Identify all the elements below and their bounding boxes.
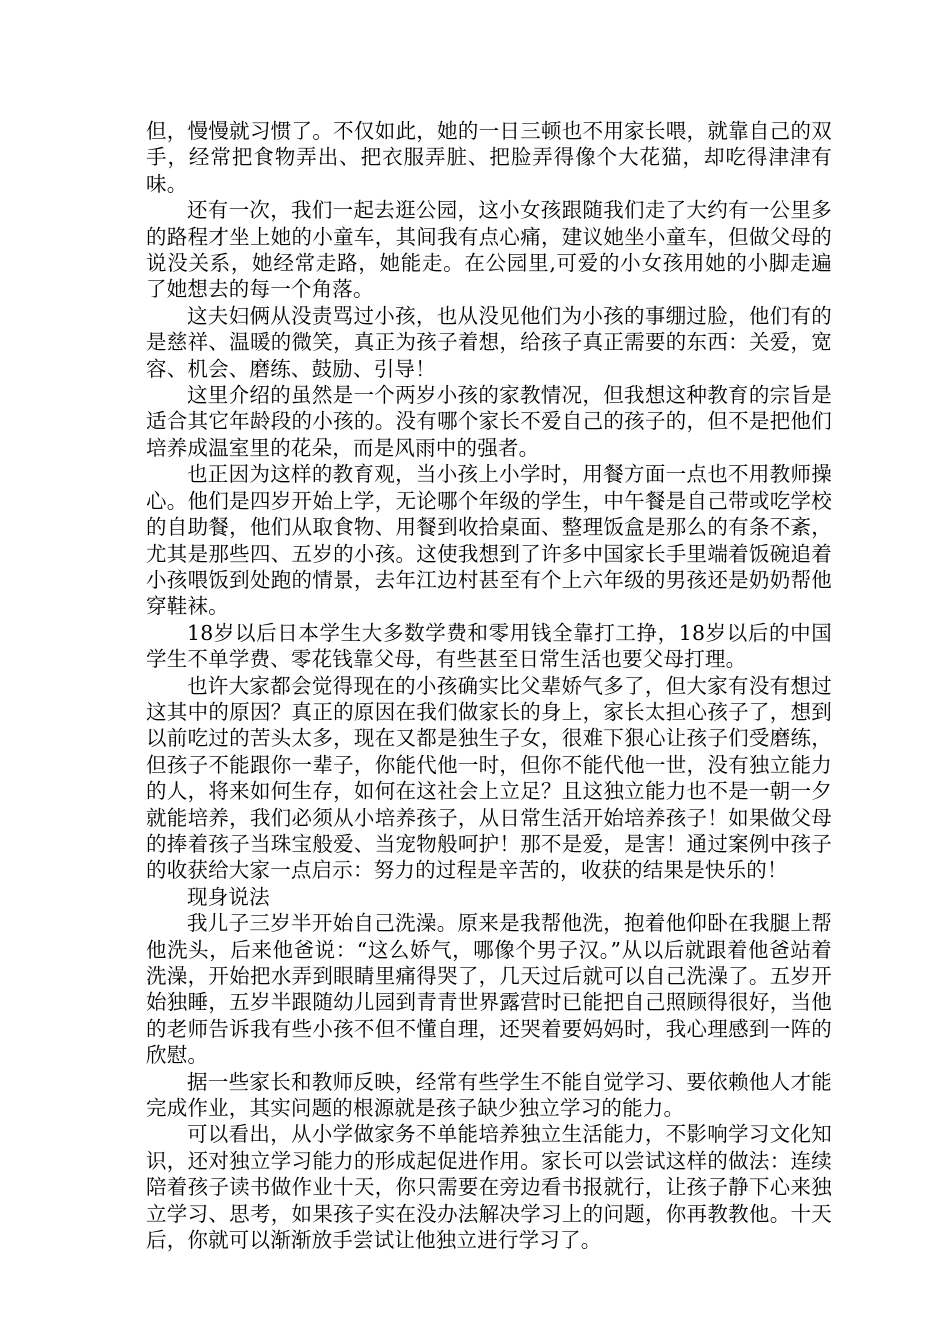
paragraph-education-purpose: 这里介绍的虽然是一个两岁小孩的家教情况，但我想这种教育的宗旨是适合其它年龄段的小孩的。没有哪个家长不爱自己的孩子的，但不是把他们培养成温室里的花朵，而是风雨中的强者。 xyxy=(146,383,832,460)
paragraph-reason: 也许大家都会觉得现在的小孩确实比父辈娇气多了，但大家有没有想过这其中的原因？真正的原因在我们做家长的身上，家长太担心孩子了，想到以前吃过的苦头太多，现在又都是独生子女，很难下狠心让孩子们受磨练，但孩子不能跟你一辈子，你能代他一时，但你不能代他一世，没有独立能力的人，将来如何生存，如何在这社会上立足？且这独立能力也不是一朝一夕就能培养，我们必须从小培养孩子，从日常生活开始培养孩子！如果做父母的捧着孩子当珠宝般爱、当宠物般呵护！那不是爱，是害！通过案例中孩子的收获给大家一点启示：努力的过程是辛苦的，收获的结果是快乐的！ xyxy=(146,673,832,883)
section-heading: 现身说法 xyxy=(187,884,270,909)
paragraph-study-dependence: 据一些家长和教师反映，经常有些学生不能自觉学习、要依赖他人才能完成作业，其实问题的根源就是孩子缺少独立学习的能力。 xyxy=(146,1069,832,1121)
paragraph-continued: 但，慢慢就习惯了。不仅如此，她的一日三顿也不用家长喂，就靠自己的双手，经常把食物弄出、把衣服弄脏、把脸弄得像个大花猫，却吃得津津有味。 xyxy=(146,119,832,196)
paragraph-parents-smile: 这夫妇俩从没责骂过小孩，也从没见他们为小孩的事绷过脸，他们有的是慈祥、温暖的微笑，真正为孩子着想，给孩子真正需要的东西：关爱，宽容、机会、磨练、鼓励、引导！ xyxy=(146,303,832,381)
document-page xyxy=(146,118,832,1253)
paragraph-son-bathing: 我儿子三岁半开始自己洗澡。原来是我帮他洗，抱着他仰卧在我腿上帮他洗头，后来他爸说：“这么娇气，哪像个男子汉。”从以后就跟着他爸站着洗澡，开始把水弄到眼睛里痛得哭了，几天过后就可以自己洗澡了。五岁开始独睡，五岁半跟随幼儿园到青青世界露营时已能把自己照顾得很好，当他的老师告诉我有些小孩不但不懂自理，还哭着要妈妈时，我心理感到一阵的欣慰。 xyxy=(146,911,832,1068)
paragraph-housework-study: 可以看出，从小学做家务不单能培养独立生活能力，不影响学习文化知识，还对独立学习能力的形成起促进作用。家长可以尝试这样的做法：连续陪着孩子读书做作业十天，你只需要在旁边看书报就行，让孩子静下心来独立学习、思考，如果孩子实在没办法解决学习上的问题，你再教教他。十天后，你就可以渐渐放手尝试让他独立进行学习了。 xyxy=(146,1122,832,1253)
paragraph-park-walk: 还有一次，我们一起去逛公园，这小女孩跟随我们走了大约有一公里多的路程才坐上她的小童车，其间我有点心痛，建议她坐小童车，但做父母的说没关系，她经常走路，她能走。在公园里,可爱的小女孩用她的小脚走遍了她想去的每一个角落。 xyxy=(146,198,832,302)
paragraph-school-lunch: 也正因为这样的教育观，当小孩上小学时，用餐方面一点也不用教师操心。他们是四岁开始上学，无论哪个年级的学生，中午餐是自己带或吃学校的自助餐，他们从取食物、用餐到收拾桌面、整理饭盒是那么的有条不紊，尤其是那些四、五岁的小孩。这使我想到了许多中国家长手里端着饭碗追着小孩喂饭到处跑的情景，去年江边村甚至有个上六年级的男孩还是奶奶帮他穿鞋袜。 xyxy=(146,462,832,619)
paragraph-age-eighteen: 18岁以后日本学生大多数学费和零用钱全靠打工挣，18岁以后的中国学生不单学费、零花钱靠父母，有些甚至日常生活也要父母打理。 xyxy=(146,620,832,672)
